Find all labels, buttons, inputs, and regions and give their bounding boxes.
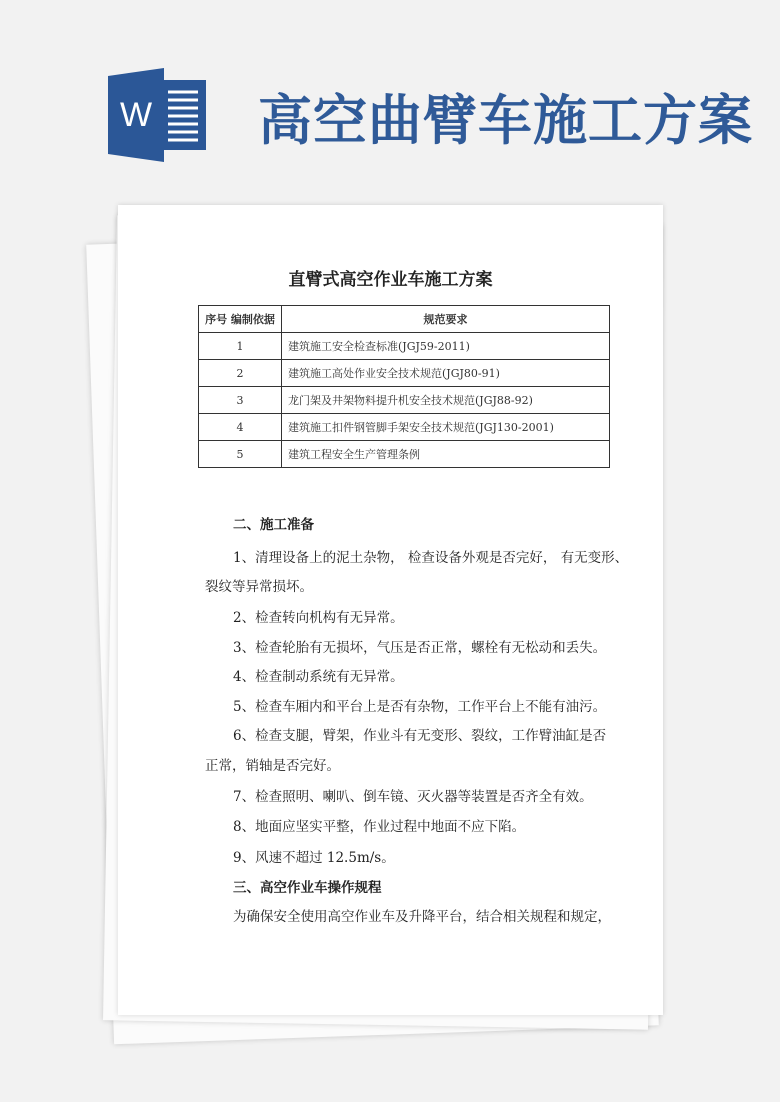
paragraph-line: 6、检查支腿，臂架，作业斗有无变形、裂纹，工作臂油缸是否 xyxy=(233,728,607,744)
paragraph-line: 正常，销轴是否完好。 xyxy=(205,758,340,774)
row-no: 4 xyxy=(199,414,282,441)
row-text: 建筑施工安全检查标准(JGJ59-2011) xyxy=(282,333,610,360)
table-row xyxy=(199,387,610,414)
paragraph-line: 裂纹等异常损坏。 xyxy=(205,579,313,595)
table-row xyxy=(199,441,610,468)
table-row xyxy=(199,414,610,441)
header-cell xyxy=(199,306,282,333)
paragraph-line: 4、检查制动系统有无异常。 xyxy=(233,669,404,685)
row-text: 建筑施工高处作业安全技术规范(JGJ80-91) xyxy=(282,360,610,387)
row-no: 1 xyxy=(199,333,282,360)
paragraph-line: 7、检查照明、喇叭、倒车镜、灭火器等装置是否齐全有效。 xyxy=(233,789,593,805)
header-no: 序号 xyxy=(205,313,228,326)
header-cell: 规范要求 xyxy=(282,306,610,333)
header-basis: 编制依据 xyxy=(230,313,275,326)
row-no: 3 xyxy=(199,387,282,414)
word-logo-icon xyxy=(108,68,208,162)
svg-text:W: W xyxy=(119,96,153,134)
section-heading: 三、高空作业车操作规程 xyxy=(233,880,382,896)
paragraph-line: 9、风速不超过 12.5m/s。 xyxy=(233,850,395,866)
paragraph-line: 3、检查轮胎有无损坏，气压是否正常，螺栓有无松动和丢失。 xyxy=(233,640,607,656)
paragraph-line: 5、检查车厢内和平台上是否有杂物，工作平台上不能有油污。 xyxy=(233,699,607,715)
table-row xyxy=(199,333,610,360)
section-heading: 二、施工准备 xyxy=(233,517,314,533)
paragraph-line: 1、清理设备上的泥土杂物， 检查设备外观是否完好， 有无变形、 xyxy=(233,550,629,566)
banner-title: 高空曲臂车施工方案 xyxy=(258,88,753,152)
paragraph-line: 8、地面应坚实平整，作业过程中地面不应下陷。 xyxy=(233,819,526,835)
row-no: 2 xyxy=(199,360,282,387)
paragraph-line: 2、检查转向机构有无异常。 xyxy=(233,610,404,626)
row-no: 5 xyxy=(199,441,282,468)
document-title: 直臂式高空作业车施工方案 xyxy=(288,270,493,290)
paragraph-line: 为确保安全使用高空作业车及升降平台，结合相关规程和规定， xyxy=(233,909,611,925)
row-text: 建筑施工扣件钢管脚手架安全技术规范(JGJ130-2001) xyxy=(282,414,610,441)
row-text: 龙门架及井架物料提升机安全技术规范(JGJ88-92) xyxy=(282,387,610,414)
table-row xyxy=(199,360,610,387)
row-text: 建筑工程安全生产管理条例 xyxy=(282,441,610,468)
table-header-row xyxy=(199,306,610,333)
standards-table xyxy=(198,305,610,468)
document-page xyxy=(118,205,663,1015)
